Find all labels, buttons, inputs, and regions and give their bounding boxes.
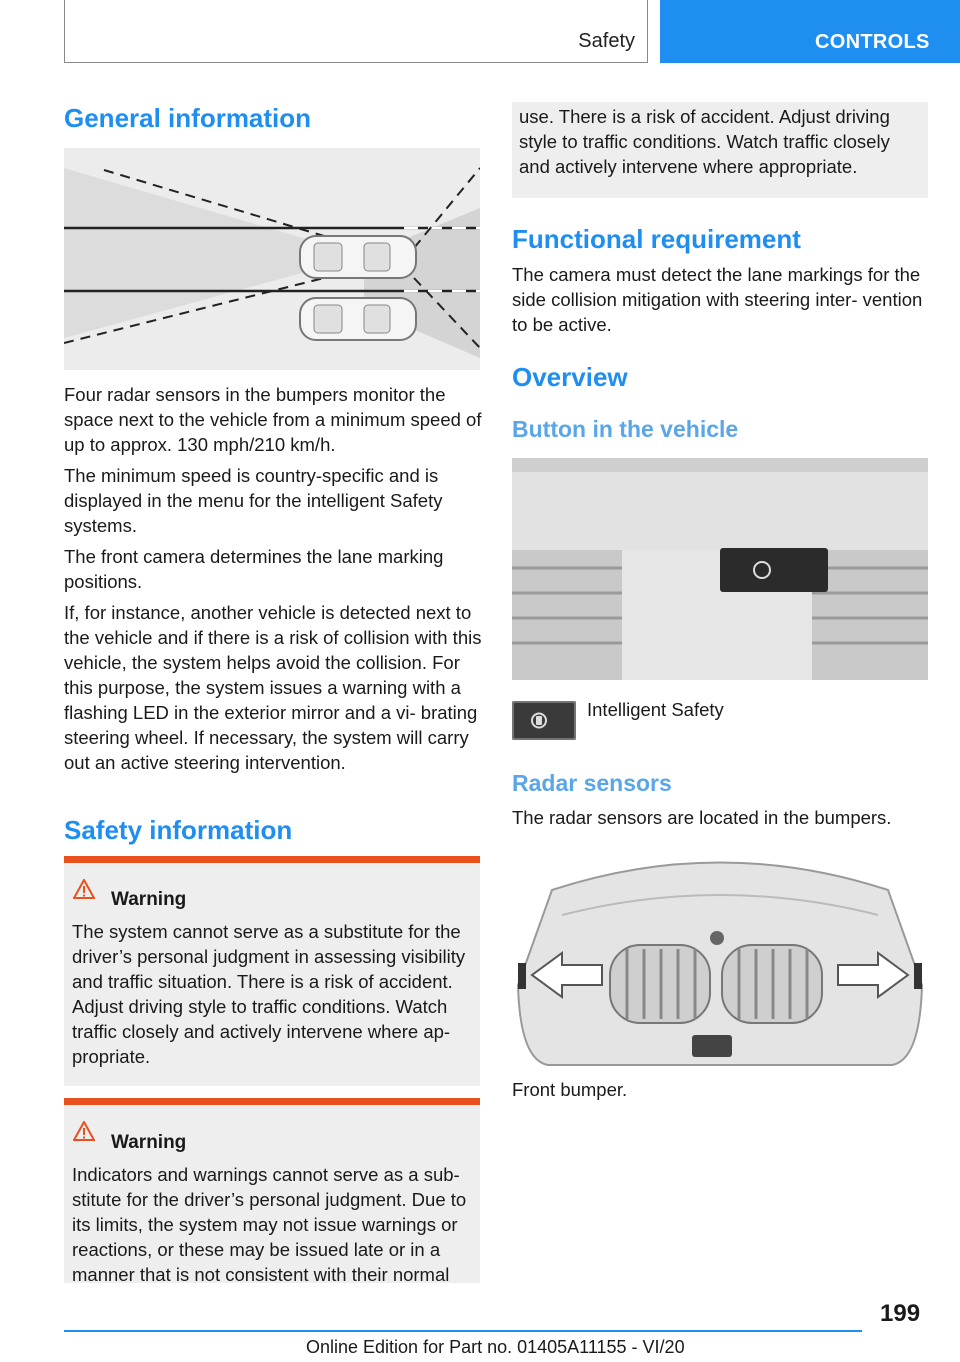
heading-safety-information: Safety information (64, 815, 293, 845)
section-title: Safety (578, 30, 635, 52)
warning-title: Warning (111, 889, 187, 910)
warning-triangle-icon (73, 1121, 95, 1141)
safety-symbol-icon (512, 701, 576, 740)
heading-functional-requirement: Functional requirement (512, 224, 801, 254)
intelligent-safety-button-icon (512, 701, 576, 740)
lane-diagram-image (64, 148, 480, 370)
warning-continued-box (512, 102, 928, 198)
warning-box-2 (64, 1098, 480, 1283)
warning-box-1 (64, 856, 480, 1086)
footer-edition-text: Online Edition for Part no. 01405A11155 - VI/20 (306, 1337, 685, 1357)
front-bumper-svg (512, 845, 928, 1067)
footer-divider (64, 1330, 862, 1332)
dashboard-button-image (512, 458, 928, 680)
paragraph: The front camera determines the lane marking positions. (64, 546, 444, 592)
heading-overview: Overview (512, 362, 628, 392)
warning-text: Indicators and warnings cannot serve as a sub‐ stitute for the driver’s personal judgment. Due to its limits, the system may not issue warnings or reactions, or these may be issued late or in a manner that is not consistent with their normal (72, 1164, 467, 1285)
front-bumper-image (512, 845, 928, 1067)
general-text (64, 382, 482, 781)
radar-text: The radar sensors are located in the bumpers. (512, 807, 892, 828)
header-bar (64, 0, 648, 63)
intelligent-safety-label: Intelligent Safety (587, 699, 724, 720)
front-bumper-caption: Front bumper. (512, 1079, 628, 1100)
dashboard-svg (512, 458, 928, 680)
warning-text: The system cannot serve as a substitute for the driver’s personal judgment in assessing visibility and traffic situation. There is a risk of accident. Adjust driving style to traffic conditions. Watch traffic closely and actively intervene where ap‐ propriate. (72, 921, 466, 1067)
heading-radar-sensors: Radar sensors (512, 770, 672, 796)
page-number: 199 (880, 1300, 921, 1327)
paragraph: The minimum speed is country-specific and is displayed in the menu for the intelligent Safety systems. (64, 465, 443, 536)
paragraph: If, for instance, another vehicle is detected next to the vehicle and if there is a risk of collision with this vehicle, the system helps avoid the collision. For this purpose, the system issues a warning with a flashing LED in the exterior mirror and a vi‐ brating steering wheel. If necessary, the system will carry out an active steering intervention. (64, 602, 482, 773)
heading-button-in-vehicle: Button in the vehicle (512, 416, 739, 442)
warning-triangle-icon (73, 879, 95, 899)
functional-text: The camera must detect the lane markings for the side collision mitigation with steering inter‐ vention to be active. (512, 264, 923, 335)
paragraph: Four radar sensors in the bumpers monitor the space next to the vehicle from a minimum speed of up to approx. 130 mph/210 km/h. (64, 384, 482, 455)
warning-continued-text: use. There is a risk of accident. Adjust driving style to traffic conditions. Watch traffic closely and actively intervene where appropriate. (519, 106, 890, 177)
heading-general-information: General information (64, 103, 312, 133)
chapter-tab[interactable] (660, 0, 960, 63)
lane-diagram-svg (64, 148, 480, 370)
warning-title: Warning (111, 1132, 187, 1153)
chapter-title: CONTROLS (815, 31, 930, 53)
